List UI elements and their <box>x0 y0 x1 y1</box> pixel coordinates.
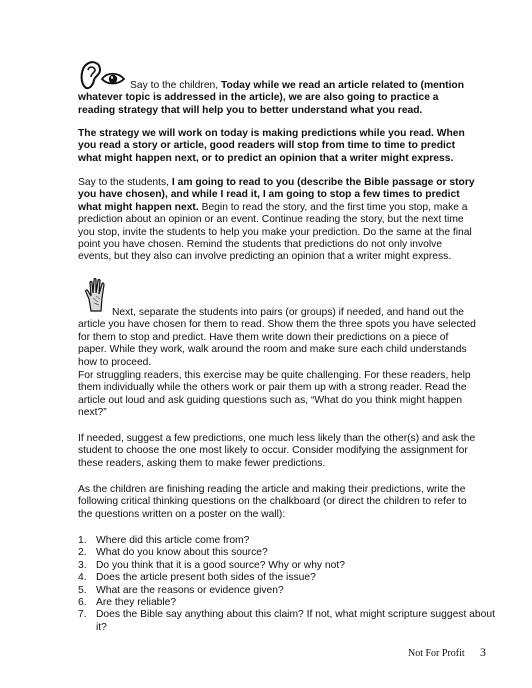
list-text: What are the reasons or evidence given? <box>96 584 284 596</box>
struggling-paragraph: For struggling readers, this exercise may be quite challenging. For these readers, help them individually while the others work or pair them up with a strong reader. Read the article out loud and ask guiding questions such as, “What do you think might happen next?” <box>78 370 471 419</box>
strategy-paragraph <box>78 128 478 165</box>
questions-list <box>78 535 498 634</box>
list-number: 7. <box>78 609 87 621</box>
students-paragraph <box>78 177 478 264</box>
students-rest: Begin to read the story, and the first time you stop, make a prediction about an opinion or an event. Continue reading the story, but the next time you stop, invite the students to help you make your prediction. Do the same at the final point you have chosen. Remind the students that predictions do not only involve events, but they also can involve predicting an opinion that a writer might express. <box>78 201 472 263</box>
list-text: Do you think that it is a good source? Why or why not? <box>96 559 345 571</box>
list-text: Does the article present both sides of the issue? <box>96 572 316 584</box>
list-number: 4. <box>78 572 87 584</box>
list-item <box>78 597 498 609</box>
footer-label: Not For Profit <box>408 648 465 659</box>
list-text: What do you know about this source? <box>96 547 268 559</box>
page-number: 3 <box>480 645 486 659</box>
list-text: Does the Bible say anything about this claim? If not, what might scripture suggest about it? <box>96 609 495 633</box>
strategy-bold: The strategy we will work on today is making predictions while you read. When you read a story or article, good readers will stop from time to time to predict what might happen next, or to predict an opinion that a writer might express. <box>78 128 465 164</box>
intro-paragraph <box>78 80 478 117</box>
list-item <box>78 572 498 584</box>
list-item <box>78 585 498 597</box>
list-number: 5. <box>78 584 87 596</box>
list-text: Where did this article come from? <box>96 535 250 546</box>
finishing-paragraph: As the children are finishing reading the article and making their predictions, write the following critical thinking questions on the chalkboard (or direct the children to refer to the questions written on a poster on the wall): <box>78 484 467 520</box>
needed-paragraph: If needed, suggest a few predictions, one much less likely than the other(s) and ask the student to choose the one most likely to occur. Consider modifying the assignment for these readers, asking them to make fewer predictions. <box>78 433 476 469</box>
list-item <box>78 560 498 572</box>
intro-bold: Today while we read an article related to (mention whatever topic is addressed in the article), we are also going to practice a reading strategy that will help you to better understand what you read. <box>78 80 465 116</box>
list-item <box>78 547 498 559</box>
intro-lead: Say to the children, <box>130 80 222 91</box>
list-number: 6. <box>78 597 87 609</box>
list-text: Are they reliable? <box>96 597 177 609</box>
list-number: 1. <box>78 535 87 546</box>
list-number: 2. <box>78 547 87 559</box>
list-item <box>78 535 498 547</box>
students-lead: Say to the students, <box>78 177 172 188</box>
students-bold: I am going to read to you (describe the Bible passage or story you have chosen), and while I read it, I am going to stop a few times to predict what might happen next. <box>78 177 475 213</box>
list-number: 3. <box>78 559 87 571</box>
list-item <box>78 609 498 634</box>
pairs-paragraph: Next, separate the students into pairs (or groups) if needed, and hand out the article you have chosen for them to read. Show them the three spots you have selected for them to stop and predict. Have them write down their predictions on a piece of paper. While they work, walk around the room and make sure each child understands how to proceed. <box>78 307 476 368</box>
